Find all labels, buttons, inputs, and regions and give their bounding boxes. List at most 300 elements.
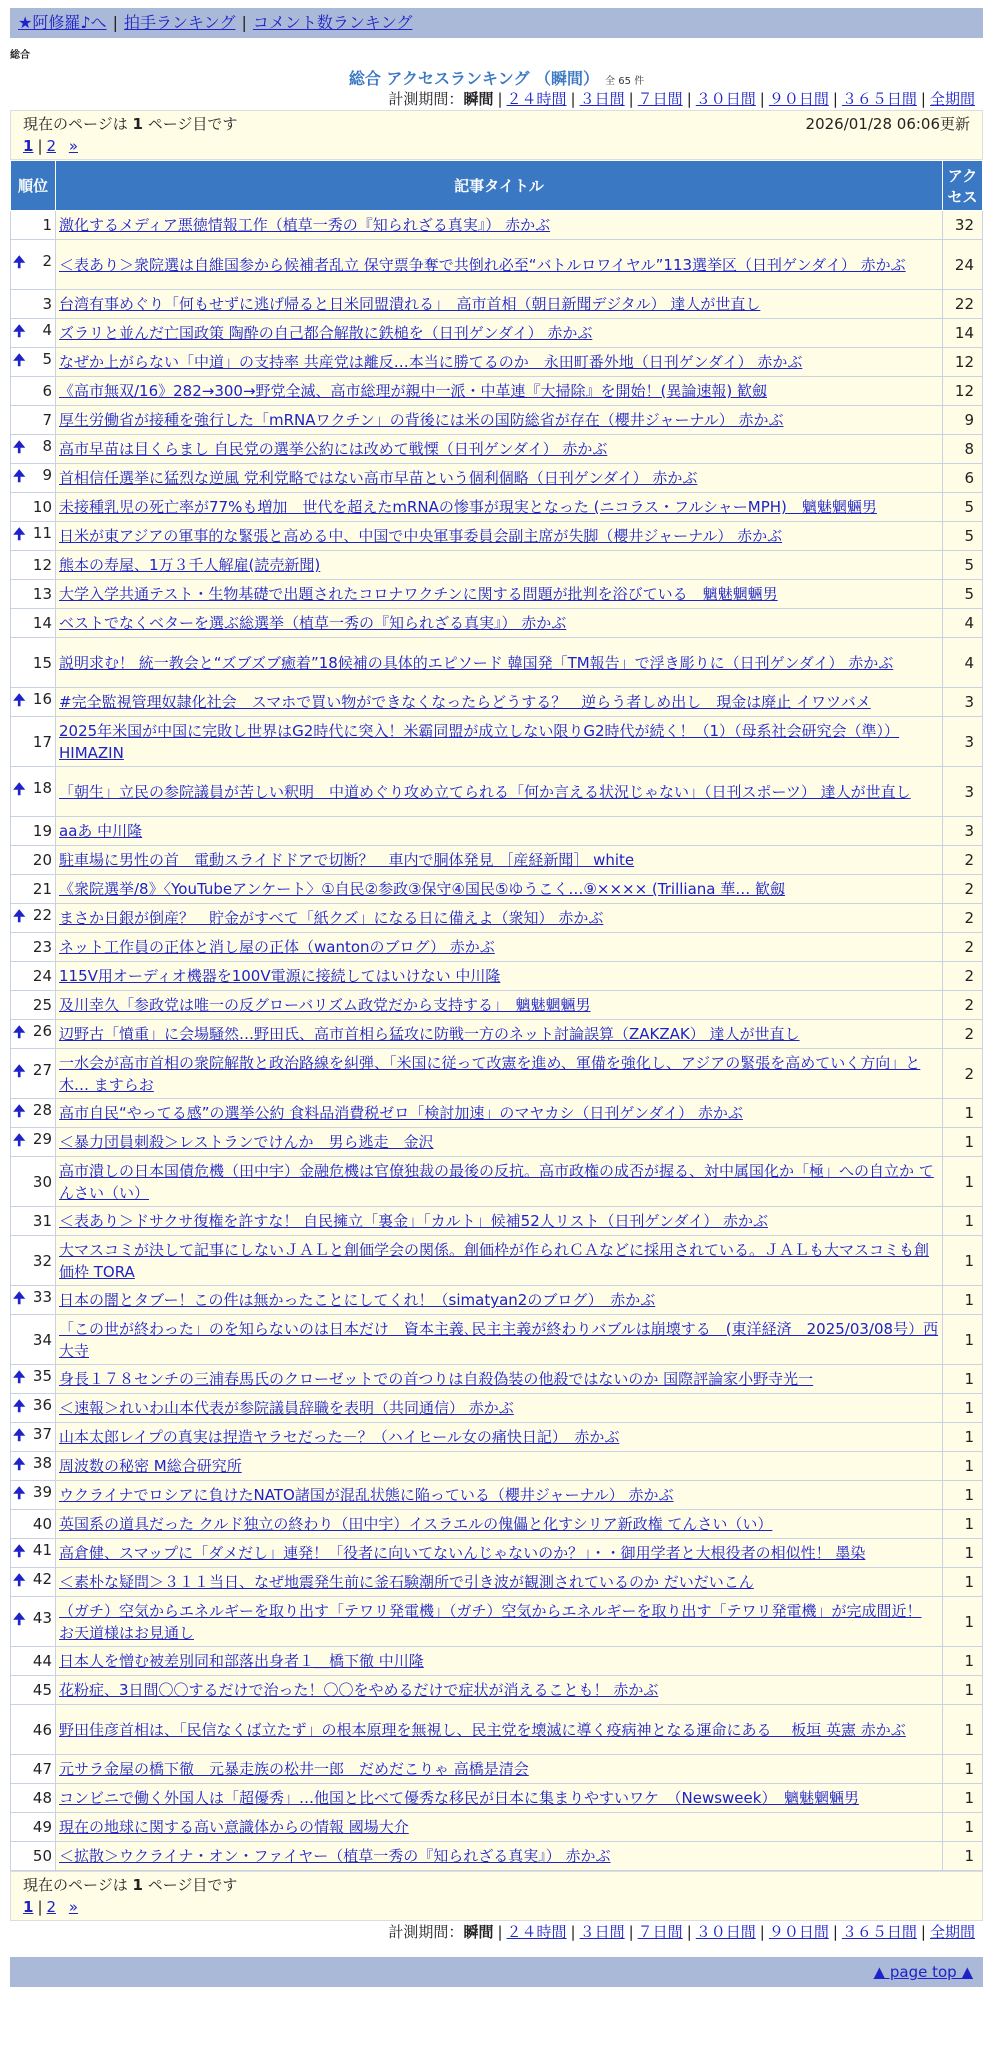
period-current: 瞬間 [463, 90, 494, 108]
home-link[interactable]: ★阿修羅♪へ [18, 13, 107, 32]
article-link[interactable]: ネット工作員の正体と消し屋の正体（wantonのブログ） 赤かぶ [59, 938, 495, 956]
table-row [11, 1784, 983, 1813]
item-count: 全 65 件 [605, 76, 645, 87]
rank-number: 43 [32, 1609, 52, 1627]
rank-cell [11, 1049, 56, 1099]
table-row [11, 319, 983, 348]
article-link[interactable]: ＜拡散＞ウクライナ・オン・ファイヤー（植草一秀の『知られざる真実』） 赤かぶ [59, 1847, 611, 1865]
rising-arrow-icon: 🠉 [13, 466, 26, 485]
rising-arrow-icon: 🠉 [13, 1610, 26, 1628]
rank-cell [11, 1813, 56, 1842]
table-row [11, 1236, 983, 1286]
article-link[interactable]: 大学入学共通テスト・生物基礎で出題されたコロナワクチンに関する問題が批判を浴びている 魑魅魍魎男 [59, 585, 778, 603]
title-cell [56, 1539, 943, 1568]
table-row [11, 1481, 983, 1510]
rising-arrow-icon: 🠉 [13, 321, 26, 340]
article-link[interactable]: ズラリと並んだ亡国政策 陶酔の自己都合解散に鉄槌を（日刊ゲンダイ） 赤かぶ [59, 324, 593, 342]
period-link[interactable]: ３０日間 [695, 90, 756, 108]
article-link[interactable]: ベストでなくベターを選ぶ総選挙（植草一秀の『知られざる真実』） 赤かぶ [59, 614, 567, 632]
rank-number: 8 [42, 436, 52, 455]
count-cell: 5 [943, 580, 983, 609]
rank-number: 7 [42, 411, 52, 429]
article-link[interactable]: 及川幸久「参政党は唯一の反グローバリズム政党だから支持する」 魑魅魍魎男 [59, 996, 591, 1014]
title-cell [56, 688, 943, 717]
table-row [11, 1452, 983, 1481]
table-row [11, 1157, 983, 1207]
article-link[interactable]: （ガチ）空気からエネルギーを取り出す「テワリ発電機」（ガチ）空気からエネルギーを取り出す「テワリ発電機」が完成間近！ お天道様はお見通し [59, 1601, 922, 1642]
count-header: アクセス [943, 161, 983, 211]
rank-number: 17 [32, 732, 52, 751]
rank-cell [11, 1568, 56, 1597]
rank-cell [11, 551, 56, 580]
count-cell: 2 [943, 875, 983, 904]
page-status-number: 1 [132, 1876, 143, 1894]
table-row [11, 1315, 983, 1365]
count-cell: 1 [943, 1315, 983, 1365]
period-selector-top [10, 88, 983, 110]
rising-arrow-icon: 🠉 [13, 524, 26, 543]
rank-number: 5 [42, 349, 52, 368]
title-cell [56, 1510, 943, 1539]
period-link[interactable]: ３日間 [579, 1923, 625, 1941]
article-link[interactable]: コンビニで働く外国人は「超優秀」…他国と比べて優秀な移民が日本に集まりやすいワケ （Newsweek） 魑魅魍魎男 [59, 1789, 859, 1807]
rank-cell [11, 319, 56, 348]
rising-arrow-icon: 🠉 [13, 1425, 26, 1444]
article-link[interactable]: 説明求む！ 統一教会と“ズブズブ癒着”18候補の具体的エピソード 韓国発「TM報告」で浮き彫りに（日刊ゲンダイ） 赤かぶ [59, 653, 894, 672]
count-cell: 1 [943, 1157, 983, 1207]
rank-number: 2 [42, 252, 52, 270]
article-link[interactable]: ＜表あり＞ドサクサ復権を許すな！ 自民擁立「裏金」「カルト」候補52人リスト（日刊ゲンダイ） 赤かぶ [59, 1212, 769, 1230]
updated-timestamp: 2026/01/28 06:06更新 [805, 115, 970, 133]
count-cell: 1 [943, 1365, 983, 1394]
table-row [11, 377, 983, 406]
rank-cell [11, 464, 56, 493]
count-cell: 12 [943, 377, 983, 406]
title-cell [56, 406, 943, 435]
rank-cell [11, 290, 56, 319]
page-link-2[interactable]: 2 [46, 1898, 57, 1916]
count-cell: 1 [943, 1539, 983, 1568]
rank-number: 23 [32, 938, 52, 956]
period-link[interactable]: ２４時間 [506, 90, 567, 108]
article-link[interactable]: 高倉健、スマップに「ダメだし」連発！「役者に向いてないんじゃないのか？」・・御用学者と大根役者の相似性！ 墨染 [59, 1544, 866, 1562]
rank-cell [11, 1099, 56, 1128]
page-link-1[interactable]: 1 [23, 1898, 34, 1916]
count-cell: 4 [943, 609, 983, 638]
count-cell: 4 [943, 638, 983, 688]
rank-number: 30 [32, 1172, 52, 1191]
count-cell: 2 [943, 933, 983, 962]
period-link[interactable]: ７日間 [637, 1923, 683, 1941]
count-cell: 5 [943, 493, 983, 522]
rank-number: 28 [32, 1100, 52, 1119]
rank-number: 49 [32, 1818, 52, 1836]
article-link[interactable]: 《高市無双/16》282→300→野党全滅、高市総理が親中一派・中革連『大掃除』を開始！(異論速報) 歓劔 [59, 382, 768, 400]
table-row [11, 406, 983, 435]
table-row [11, 846, 983, 875]
rank-cell [11, 1510, 56, 1539]
period-link[interactable]: ３０日間 [695, 1923, 756, 1941]
period-link[interactable]: ２４時間 [506, 1923, 567, 1941]
rank-number: 33 [32, 1287, 52, 1306]
rank-number: 4 [42, 320, 52, 339]
article-link[interactable]: ウクライナでロシアに負けたNATO諸国が混乱状態に陥っている（櫻井ジャーナル） 赤かぶ [59, 1486, 674, 1504]
title-cell [56, 904, 943, 933]
article-link[interactable]: 《衆院選挙/8》〈YouTubeアンケート〉①自民②参政③保守④国民⑤ゆうこく…⑨×××× (Trilliana 華… 歓劔 [59, 880, 785, 898]
rank-cell [11, 1481, 56, 1510]
period-link[interactable]: ３６５日間 [841, 1923, 917, 1941]
article-link[interactable]: 高市潰しの日本国債危機（田中宇）金融危機は官僚独裁の最後の反抗。高市政権の成否が握る、対中属国化か「極」への自立か てんさい（い） [59, 1161, 934, 1202]
rising-arrow-icon: 🠉 [13, 906, 26, 925]
rank-cell [11, 580, 56, 609]
count-cell: 1 [943, 1481, 983, 1510]
rank-cell [11, 638, 56, 688]
table-row [11, 493, 983, 522]
table-row [11, 904, 983, 933]
rank-cell [11, 1394, 56, 1423]
period-current: 瞬間 [463, 1923, 494, 1941]
separator: | [112, 13, 118, 32]
rank-number: 46 [32, 1720, 52, 1739]
count-cell: 1 [943, 1423, 983, 1452]
article-link[interactable]: 現在の地球に関する高い意識体からの情報 國場大介 [59, 1818, 409, 1836]
rank-cell [11, 904, 56, 933]
period-link[interactable]: 全期間 [929, 90, 975, 108]
article-link[interactable]: 厚生労働省が接種を強行した「mRNAワクチン」の背後には米の国防総省が存在（櫻井ジャーナル） 赤かぶ [59, 411, 784, 429]
table-row [11, 1423, 983, 1452]
rank-number: 38 [32, 1453, 52, 1472]
rank-number: 50 [32, 1847, 52, 1865]
page-status-text: 現在のページは [23, 115, 128, 133]
page-status-text: 現在のページは [23, 1876, 128, 1894]
article-link[interactable]: 一水会が高市首相の衆院解散と政治路線を糾弾、「米国に従って改憲を進め、軍備を強化し、アジアの緊張を高めていく方向」と木… ますらお [59, 1053, 921, 1094]
count-cell: 14 [943, 319, 983, 348]
article-link[interactable]: 野田佳彦首相は、「民信なくば立たず」の根本原理を無視し、民主党を壊滅に導く疫病神となる運命にある 板垣 英憲 赤かぶ [59, 1720, 906, 1739]
count-cell: 1 [943, 1568, 983, 1597]
rising-arrow-icon: 🠉 [13, 1396, 26, 1415]
title-cell [56, 817, 943, 846]
count-cell: 5 [943, 551, 983, 580]
separator: | [241, 13, 247, 32]
table-row [11, 962, 983, 991]
separator: | [686, 90, 692, 108]
count-cell: 12 [943, 348, 983, 377]
article-link[interactable]: 2025年米国が中国に完敗し世界はG2時代に突入！米霸同盟が成立しない限りG2時代が続く！（1）（母系社会研究会（準））HIMAZIN [59, 721, 900, 762]
title-cell [56, 493, 943, 522]
rank-number: 31 [32, 1212, 52, 1230]
rising-arrow-icon: 🠉 [13, 1022, 26, 1041]
title-cell [56, 435, 943, 464]
rank-cell [11, 1597, 56, 1647]
table-row [11, 1365, 983, 1394]
article-link[interactable]: 山本太郎レイプの真実は捏造ヤラセだった－？（ハイヒール女の痛快日記） 赤かぶ [59, 1428, 620, 1446]
count-cell: 1 [943, 1207, 983, 1236]
rank-cell [11, 406, 56, 435]
article-link[interactable]: 花粉症、3日間〇〇するだけで治った！〇〇をやめるだけで症状が消えることも！ 赤かぶ [59, 1681, 659, 1699]
table-row [11, 1568, 983, 1597]
article-link[interactable]: 辺野古「憤重」に会場騒然…野田氏、高市首相ら猛攻に防戦一方のネット討論誤算（ZAKZAK） 達人が世直し [59, 1025, 800, 1043]
title-cell [56, 240, 943, 290]
rank-number: 26 [32, 1021, 52, 1040]
separator: | [759, 90, 765, 108]
rising-arrow-icon: 🠉 [13, 1483, 26, 1502]
title-cell [56, 290, 943, 319]
rank-header: 順位 [11, 161, 56, 211]
rank-cell [11, 1539, 56, 1568]
title-cell [56, 875, 943, 904]
rank-cell [11, 609, 56, 638]
table-row [11, 1539, 983, 1568]
comment-ranking-link[interactable]: コメント数ランキング [252, 13, 413, 32]
article-link[interactable]: 台湾有事めぐり「何もせずに逃げ帰ると日米同盟潰れる」 高市首相（朝日新聞デジタル） 達人が世直し [59, 295, 761, 313]
next-page-link[interactable]: » [68, 137, 79, 155]
page-link-2[interactable]: 2 [46, 137, 57, 155]
separator: | [37, 137, 43, 155]
rank-number: 47 [32, 1760, 52, 1778]
table-row [11, 1705, 983, 1755]
separator: | [570, 90, 576, 108]
title-cell [56, 717, 943, 767]
rank-number: 15 [32, 653, 52, 672]
separator: | [497, 90, 503, 108]
rank-number: 42 [32, 1569, 52, 1588]
article-link[interactable]: なぜか上がらない「中道」の支持率 共産党は離反…本当に勝てるのか 永田町番外地（日刊ゲンダイ） 赤かぶ [59, 353, 803, 371]
article-link[interactable]: 英国系の道具だった クルド独立の終わり（田中宇）イスラエルの傀儡と化すシリア新政権 てんさい（い） [59, 1515, 773, 1533]
period-link[interactable]: ９０日間 [768, 1923, 829, 1941]
article-link[interactable]: aaあ 中川隆 [59, 822, 143, 840]
article-link[interactable]: 大マスコミが決して記事にしないＪＡＬと創価学会の関係。創価枠が作られＣＡなどに採用されている。ＪＡＬも大マスコミも創価枠 TORA [59, 1240, 930, 1281]
period-link[interactable]: 全期間 [929, 1923, 975, 1941]
table-row [11, 240, 983, 290]
article-link[interactable]: 身長１７８センチの三浦春馬氏のクローゼットでの首つりは自殺偽装の他殺ではないのか 国際評論家小野寺光一 [59, 1370, 814, 1388]
rising-arrow-icon: 🠉 [13, 1062, 26, 1080]
rank-number: 19 [32, 822, 52, 840]
period-link[interactable]: ７日間 [637, 90, 683, 108]
rank-number: 34 [32, 1330, 52, 1349]
title-cell [56, 1394, 943, 1423]
article-link[interactable]: 熊本の寿屋、1万３千人解雇(読売新聞) [59, 556, 321, 574]
rank-cell [11, 846, 56, 875]
applause-ranking-link[interactable]: 拍手ランキング [123, 13, 236, 32]
separator: | [497, 1923, 503, 1941]
period-link[interactable]: ３６５日間 [841, 90, 917, 108]
count-cell: 1 [943, 1099, 983, 1128]
rank-number: 45 [32, 1681, 52, 1699]
rising-arrow-icon: 🠉 [13, 253, 26, 271]
period-link[interactable]: ３日間 [579, 90, 625, 108]
count-cell: 3 [943, 817, 983, 846]
article-link[interactable]: 高市自民“やってる感”の選挙公約 食料品消費税ゼロ「検討加速」のマヤカシ（日刊ゲンダイ） 赤かぶ [59, 1104, 743, 1122]
rank-cell [11, 1755, 56, 1784]
rank-number: 25 [32, 996, 52, 1014]
period-link[interactable]: ９０日間 [768, 90, 829, 108]
title-cell [56, 1481, 943, 1510]
count-cell: 3 [943, 767, 983, 817]
count-cell: 6 [943, 464, 983, 493]
rank-cell [11, 240, 56, 290]
next-page-link[interactable]: » [68, 1898, 79, 1916]
article-link[interactable]: 周波数の秘密 M総合研究所 [59, 1457, 242, 1475]
period-label: 計測期間： [388, 90, 464, 108]
table-row [11, 1755, 983, 1784]
article-link[interactable]: ＜速報＞れいわ山本代表が参院議員辞職を表明（共同通信） 赤かぶ [59, 1399, 514, 1417]
count-cell: 1 [943, 1705, 983, 1755]
count-cell: 5 [943, 522, 983, 551]
table-row [11, 211, 983, 240]
footer-bar [10, 1957, 983, 1987]
table-row [11, 1676, 983, 1705]
rising-arrow-icon: 🠉 [13, 1454, 26, 1473]
count-cell: 24 [943, 240, 983, 290]
rank-number: 6 [42, 382, 52, 400]
article-link[interactable]: ＜表あり＞衆院選は自維国参から候補者乱立 保守票争奪で共倒れ必至“バトルロワイヤル”113選挙区（日刊ゲンダイ） 赤かぶ [59, 255, 906, 274]
article-link[interactable]: 「朝生」立民の参院議員が苦しい釈明 中道めぐり攻め立てられる「何か言える状況じゃない」（日刊スポーツ） 達人が世直し [59, 782, 911, 801]
rank-number: 3 [42, 295, 52, 313]
rank-number: 14 [32, 614, 52, 632]
title-cell [56, 1099, 943, 1128]
rank-cell [11, 1020, 56, 1049]
count-cell: 1 [943, 1394, 983, 1423]
count-cell: 1 [943, 1128, 983, 1157]
rising-arrow-icon: 🠉 [13, 780, 26, 798]
title-cell [56, 1207, 943, 1236]
page-top-link[interactable]: ▲ page top ▲ [873, 1963, 973, 1981]
title-cell [56, 1784, 943, 1813]
table-row [11, 609, 983, 638]
table-row [11, 551, 983, 580]
rising-arrow-icon: 🠉 [13, 1570, 26, 1589]
title-cell [56, 377, 943, 406]
rank-cell [11, 1423, 56, 1452]
table-row [11, 1020, 983, 1049]
rank-cell [11, 1705, 56, 1755]
period-label: 計測期間： [388, 1923, 464, 1941]
rank-cell [11, 1647, 56, 1676]
count-cell: 2 [943, 1049, 983, 1099]
rank-cell [11, 717, 56, 767]
title-cell [56, 1842, 943, 1871]
article-link[interactable]: 「この世が終わった」のを知らないのは日本だけ 資本主義､民主主義が終わりバブルは崩壊する (東洋経済 2025/03/08号）西大寺 [59, 1319, 939, 1360]
rank-cell [11, 435, 56, 464]
article-link[interactable]: 激化するメディア悪徳情報工作（植草一秀の『知られざる真実』） 赤かぶ [59, 216, 551, 234]
page-link-1[interactable]: 1 [23, 137, 34, 155]
article-link[interactable]: 日本の闇とタブー！この件は無かったことにしてくれ！（simatyan2のブログ） 赤かぶ [59, 1291, 656, 1309]
rank-number: 9 [42, 465, 52, 484]
rank-number: 24 [32, 967, 52, 985]
article-link[interactable]: 首相信任選挙に猛烈な逆風 党利党略ではない高市早苗という個利個略（日刊ゲンダイ） 赤かぶ [59, 469, 698, 487]
table-row [11, 1207, 983, 1236]
title-cell [56, 580, 943, 609]
rank-number: 21 [32, 880, 52, 898]
table-row [11, 1394, 983, 1423]
rank-cell [11, 1784, 56, 1813]
title-cell [56, 1705, 943, 1755]
rank-cell [11, 1676, 56, 1705]
rank-number: 39 [32, 1482, 52, 1501]
article-link[interactable]: ＜素朴な疑問＞３１１当日、なぜ地震発生前に釜石験潮所で引き波が観測されているのか だいだいこん [59, 1573, 754, 1591]
count-cell: 8 [943, 435, 983, 464]
table-row [11, 580, 983, 609]
title-cell [56, 1157, 943, 1207]
title-cell [56, 464, 943, 493]
title-cell [56, 1286, 943, 1315]
separator: | [570, 1923, 576, 1941]
article-link[interactable]: #完全監視管理奴隷化社会 スマホで買い物ができなくなったらどうする？ 逆らう者しめ出し 現金は廃止 イワツバメ [59, 693, 871, 711]
title-cell [56, 1755, 943, 1784]
count-cell: 9 [943, 406, 983, 435]
article-link[interactable]: ＜暴力団員刺殺＞レストランでけんか 男ら逃走 金沢 [59, 1133, 434, 1151]
rising-arrow-icon: 🠉 [13, 1130, 26, 1149]
title-cell [56, 551, 943, 580]
pagination [23, 135, 970, 157]
article-link[interactable]: 日本人を憎む被差別同和部落出身者１＿橋下徹 中川隆 [59, 1652, 424, 1670]
rank-number: 12 [32, 556, 52, 574]
title-cell [56, 1049, 943, 1099]
table-row [11, 991, 983, 1020]
table-row [11, 688, 983, 717]
article-link[interactable]: 元サラ金屋の橋下徹 元暴走族の松井一郎 だめだこりゃ 高橋是清会 [59, 1760, 529, 1778]
article-link[interactable]: 115V用オーディオ機器を100V電源に接続してはいけない 中川隆 [59, 967, 501, 985]
rank-cell [11, 933, 56, 962]
count-cell: 1 [943, 1647, 983, 1676]
count-cell: 32 [943, 211, 983, 240]
ranking-table [10, 160, 983, 1871]
count-cell: 1 [943, 1813, 983, 1842]
title-cell [56, 1568, 943, 1597]
separator: | [628, 90, 634, 108]
table-row [11, 638, 983, 688]
article-link[interactable]: 高市早苗は目くらまし 自民党の選挙公約には改めて戦慄（日刊ゲンダイ） 赤かぶ [59, 440, 608, 458]
page-title-text: 総合 アクセスランキング （瞬間） [348, 69, 600, 88]
page-status-suffix: ページ目です [147, 115, 238, 133]
separator: | [920, 90, 926, 108]
rank-cell [11, 348, 56, 377]
article-link[interactable]: 日米が東アジアの軍事的な緊張と高める中、中国で中央軍事委員会副主席が失脚（櫻井ジャーナル） 赤かぶ [59, 527, 783, 545]
table-row [11, 1813, 983, 1842]
page-info-bottom [10, 1871, 983, 1921]
rank-number: 41 [32, 1540, 52, 1559]
rising-arrow-icon: 🠉 [13, 690, 26, 709]
page-status [23, 113, 237, 135]
title-cell [56, 211, 943, 240]
title-cell [56, 1647, 943, 1676]
count-cell: 2 [943, 1020, 983, 1049]
title-cell [56, 638, 943, 688]
rank-number: 37 [32, 1424, 52, 1443]
breadcrumb: 総合 [10, 50, 30, 61]
title-cell [56, 1020, 943, 1049]
rank-number: 29 [32, 1129, 52, 1148]
article-link[interactable]: まさか日銀が倒産？ 貯金がすべて「紙クズ」になる日に備えよ（衆知） 赤かぶ [59, 909, 604, 927]
rank-cell [11, 1128, 56, 1157]
title-cell [56, 1423, 943, 1452]
article-link[interactable]: 駐車場に男性の首 電動スライドドアで切断？ 車内で胴体発見 ［産経新聞］ white [59, 851, 635, 869]
rank-cell [11, 1842, 56, 1871]
count-cell: 1 [943, 1755, 983, 1784]
table-row [11, 933, 983, 962]
separator: | [686, 1923, 692, 1941]
table-row [11, 1049, 983, 1099]
title-cell [56, 1676, 943, 1705]
separator: | [832, 90, 838, 108]
count-cell: 2 [943, 904, 983, 933]
rank-cell [11, 1365, 56, 1394]
rank-cell [11, 522, 56, 551]
title-cell [56, 1365, 943, 1394]
title-header: 記事タイトル [56, 161, 943, 211]
article-link[interactable]: 未接種乳児の死亡率が77%も増加 世代を超えたmRNAの惨事が現実となった (ニコラス・フルシャーMPH) 魑魅魍魎男 [59, 498, 877, 516]
table-row [11, 1510, 983, 1539]
